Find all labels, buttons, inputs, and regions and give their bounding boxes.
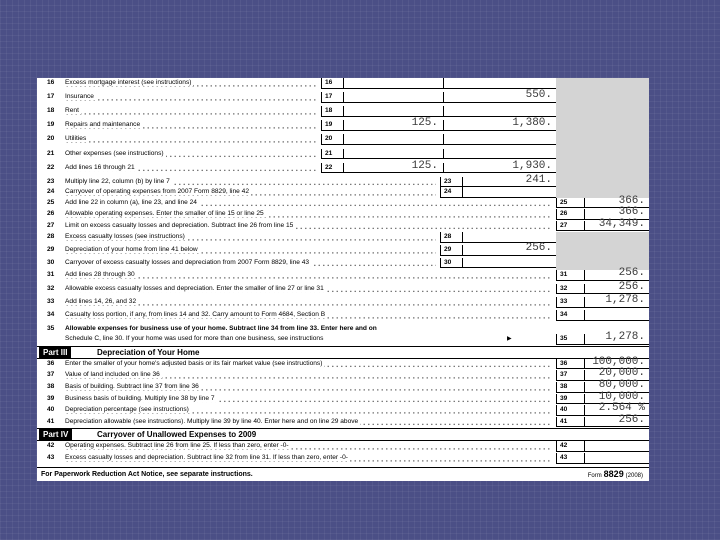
line-number: 21 bbox=[47, 149, 55, 157]
line-description: Multiply line 22, column (b) by line 7 bbox=[65, 177, 436, 188]
form-footer bbox=[37, 467, 649, 481]
line-amount-box-col-a[interactable] bbox=[343, 106, 443, 117]
line-35-amount: 1,278. bbox=[605, 331, 645, 344]
line-number: 40 bbox=[47, 406, 55, 414]
line-amount-box[interactable] bbox=[443, 78, 556, 89]
line-description: Allowable operating expenses. Enter the smaller of line 15 or line 25 bbox=[65, 209, 552, 220]
line-description: Excess mortgage interest (see instructions) bbox=[65, 78, 317, 89]
line-29 bbox=[37, 242, 649, 256]
line-description: Carryover of operating expenses from 2007 Form 8829, line 42 bbox=[65, 187, 436, 198]
line-number: 43 bbox=[47, 454, 55, 461]
line-43 bbox=[37, 453, 649, 464]
line-amount: 366. bbox=[618, 206, 645, 219]
line-36 bbox=[37, 355, 649, 370]
arrow-right-icon: ▶ bbox=[507, 336, 512, 343]
line-35-text-2: Schedule C, line 30. If your home was used for more than one business, see instructions bbox=[65, 335, 324, 343]
line-42 bbox=[37, 441, 649, 452]
line-description: Repairs and maintenance bbox=[65, 120, 317, 131]
line-amount: 1,380. bbox=[512, 117, 552, 130]
line-description: Add line 22 in column (a), line 23, and line 24 bbox=[65, 198, 552, 209]
line-amount-box[interactable] bbox=[443, 134, 556, 145]
line-24 bbox=[37, 187, 649, 198]
part-4-header bbox=[37, 428, 649, 441]
line-box-number: 23 bbox=[440, 177, 462, 188]
line-amount: 241. bbox=[525, 173, 552, 186]
line-41 bbox=[37, 413, 649, 428]
line-number: 39 bbox=[47, 394, 55, 402]
line-box-number: 42 bbox=[556, 441, 584, 452]
line-31 bbox=[37, 267, 649, 281]
line-box-number: 28 bbox=[440, 232, 462, 243]
line-amount-box[interactable] bbox=[584, 280, 649, 295]
line-description: Depreciation percentage (see instructions) bbox=[65, 405, 552, 416]
line-20 bbox=[37, 134, 649, 145]
form-id bbox=[588, 468, 643, 481]
line-amount-box-col-a[interactable] bbox=[343, 134, 443, 145]
form-number: 8829 bbox=[603, 468, 624, 479]
line-description: Add lines 14, 26, and 32 bbox=[65, 297, 552, 308]
line-number: 19 bbox=[47, 121, 55, 129]
line-19 bbox=[37, 117, 649, 131]
line-number: 28 bbox=[47, 233, 55, 241]
line-amount-box[interactable] bbox=[584, 441, 649, 452]
line-description: Casualty loss portion, if any, from lines 14 and 32. Carry amount to Form 4684, Section B bbox=[65, 310, 552, 321]
line-amount-box[interactable] bbox=[462, 173, 556, 188]
line-number: 17 bbox=[47, 93, 55, 101]
line-number: 42 bbox=[47, 442, 55, 450]
line-amount-box-col-a[interactable] bbox=[343, 92, 443, 103]
line-amount: 1,278. bbox=[605, 294, 645, 306]
line-number: 16 bbox=[47, 79, 55, 86]
line-box-number: 38 bbox=[556, 382, 584, 393]
line-number: 32 bbox=[47, 284, 55, 292]
line-amount-box[interactable] bbox=[443, 117, 556, 131]
line-39 bbox=[37, 390, 649, 405]
line-28 bbox=[37, 232, 649, 243]
tax-form-8829 bbox=[37, 78, 649, 481]
line-description: Depreciation of your home from line 41 below bbox=[65, 245, 436, 256]
line-box-number: 32 bbox=[556, 284, 584, 295]
line-box-number: 41 bbox=[556, 417, 584, 428]
line-box-number: 19 bbox=[321, 120, 343, 131]
line-number: 29 bbox=[47, 246, 55, 253]
line-amount-box[interactable] bbox=[462, 242, 556, 256]
line-number: 18 bbox=[47, 107, 55, 115]
line-amount: 550. bbox=[525, 89, 552, 102]
line-25 bbox=[37, 194, 649, 209]
line-box-number: 34 bbox=[556, 310, 584, 321]
line-amount: 2.564 % bbox=[598, 402, 645, 415]
line-number: 36 bbox=[47, 359, 55, 367]
line-17 bbox=[37, 89, 649, 103]
line-number: 25 bbox=[47, 198, 55, 206]
line-amount-box-col-a[interactable] bbox=[343, 159, 443, 174]
line-18 bbox=[37, 106, 649, 117]
line-26 bbox=[37, 206, 649, 220]
line-32 bbox=[37, 280, 649, 295]
part-4-label: Part IV bbox=[39, 429, 72, 440]
line-22 bbox=[37, 159, 649, 174]
line-amount: 20,000. bbox=[598, 367, 645, 380]
line-description: Rent bbox=[65, 106, 317, 117]
line-number: 26 bbox=[47, 210, 55, 218]
line-description: Business basis of building. Multiply line 38 by line 7 bbox=[65, 394, 552, 405]
line-description: Utilities bbox=[65, 134, 317, 145]
line-amount-col-a: 125. bbox=[411, 117, 438, 130]
line-30 bbox=[37, 258, 649, 269]
part-4-title: Carryover of Unallowed Expenses to 2009 bbox=[97, 430, 257, 440]
line-description: Carryover of excess casualty losses and depreciation from 2007 Form 8829, line 43 bbox=[65, 258, 436, 269]
line-amount-box[interactable] bbox=[443, 106, 556, 117]
line-38 bbox=[37, 379, 649, 393]
part-3-label: Part III bbox=[39, 347, 71, 358]
line-amount: 256. bbox=[618, 280, 645, 293]
line-box-number: 30 bbox=[440, 258, 462, 269]
line-amount-box[interactable] bbox=[584, 294, 649, 308]
line-number: 24 bbox=[47, 188, 55, 196]
line-box-number: 37 bbox=[556, 370, 584, 381]
line-amount: 100,000. bbox=[592, 355, 645, 368]
line-number: 20 bbox=[47, 135, 55, 143]
line-amount-box[interactable] bbox=[584, 310, 649, 321]
line-27 bbox=[37, 217, 649, 232]
line-box-number: 25 bbox=[556, 198, 584, 209]
form-year: (2008) bbox=[625, 472, 643, 479]
line-number: 41 bbox=[47, 417, 55, 425]
paperwork-notice: For Paperwork Reduction Act Notice, see separate instructions. bbox=[41, 470, 253, 478]
line-description: Depreciation allowable (see instructions). Multiply line 39 by line 40. Enter here and on line 29 above bbox=[65, 417, 552, 428]
line-number: 37 bbox=[47, 371, 55, 379]
line-35-amount-box[interactable] bbox=[584, 331, 649, 345]
line-amount: 256. bbox=[525, 242, 552, 254]
line-box-number: 17 bbox=[321, 92, 343, 103]
line-amount-box[interactable] bbox=[462, 187, 556, 198]
line-description: Add lines 28 through 30 bbox=[65, 270, 552, 281]
line-amount-box[interactable] bbox=[584, 413, 649, 428]
line-number: 38 bbox=[47, 383, 55, 390]
line-34 bbox=[37, 310, 649, 321]
line-35 bbox=[37, 324, 649, 345]
line-box-number: 43 bbox=[556, 453, 584, 464]
line-description: Enter the smaller of your home's adjusted basis or its fair market value (see instructions) bbox=[65, 359, 552, 370]
line-description: Limit on excess casualty losses and depreciation. Subtract line 26 from line 15 bbox=[65, 221, 552, 232]
line-35-text-1: Allowable expenses for business use of your home. Subtract line 34 from line 33. Enter here and on bbox=[65, 324, 377, 332]
line-box-number: 24 bbox=[440, 187, 462, 198]
line-number: 22 bbox=[47, 163, 55, 171]
line-21 bbox=[37, 149, 649, 160]
line-amount-box-col-a[interactable] bbox=[343, 117, 443, 131]
line-16 bbox=[37, 78, 649, 89]
line-box-number: 33 bbox=[556, 297, 584, 308]
line-amount-box-col-a[interactable] bbox=[343, 78, 443, 89]
line-23 bbox=[37, 173, 649, 188]
line-box-number: 26 bbox=[556, 209, 584, 220]
line-number: 31 bbox=[47, 271, 55, 279]
line-box-number: 31 bbox=[556, 270, 584, 281]
line-box-number: 39 bbox=[556, 394, 584, 405]
line-box-number: 36 bbox=[556, 359, 584, 370]
line-amount: 34,349. bbox=[598, 217, 645, 230]
line-number: 30 bbox=[47, 258, 55, 266]
line-description: Allowable excess casualty losses and depreciation. Enter the smaller of line 27 or line 31 bbox=[65, 284, 552, 295]
line-amount: 80,000. bbox=[598, 379, 645, 391]
line-amount-box[interactable] bbox=[584, 267, 649, 281]
line-amount-box[interactable] bbox=[462, 258, 556, 269]
line-number: 27 bbox=[47, 221, 55, 229]
line-amount: 10,000. bbox=[598, 390, 645, 403]
line-description: Value of land included on line 36 bbox=[65, 370, 552, 381]
line-amount-box-col-a[interactable] bbox=[343, 149, 443, 160]
line-amount: 256. bbox=[618, 267, 645, 280]
line-amount-box[interactable] bbox=[443, 89, 556, 103]
line-amount-box[interactable] bbox=[584, 453, 649, 464]
line-number: 23 bbox=[47, 177, 55, 185]
part-3-title: Depreciation of Your Home bbox=[97, 347, 200, 357]
form-word: Form bbox=[587, 472, 602, 479]
line-box-number: 29 bbox=[440, 245, 462, 256]
line-description: Excess casualty losses and depreciation. Subtract line 32 from line 31. If less than zero, enter -0- bbox=[65, 453, 552, 464]
part-3-header bbox=[37, 346, 649, 359]
line-35-box-number: 35 bbox=[556, 334, 584, 345]
line-description: Other expenses (see instructions) bbox=[65, 149, 317, 160]
line-33 bbox=[37, 294, 649, 308]
line-box-number: 27 bbox=[556, 221, 584, 232]
line-number: 35 bbox=[47, 324, 55, 332]
line-box-number: 22 bbox=[321, 163, 343, 174]
line-description: Operating expenses. Subtract line 26 from line 25. If less than zero, enter -0- bbox=[65, 441, 552, 452]
line-amount: 366. bbox=[618, 194, 645, 207]
line-description: Excess casualty losses (see instructions) bbox=[65, 232, 436, 243]
line-box-number: 16 bbox=[321, 78, 343, 89]
line-amount-box[interactable] bbox=[443, 159, 556, 174]
line-description: Insurance bbox=[65, 92, 317, 103]
line-40 bbox=[37, 402, 649, 416]
line-amount: 1,930. bbox=[512, 159, 552, 172]
line-description: Basis of building. Subtract line 37 from line 36 bbox=[65, 382, 552, 393]
line-box-number: 18 bbox=[321, 106, 343, 117]
line-description: Add lines 16 through 21 bbox=[65, 163, 317, 174]
line-37 bbox=[37, 367, 649, 381]
line-box-number: 40 bbox=[556, 405, 584, 416]
line-number: 34 bbox=[47, 311, 55, 319]
line-amount-box[interactable] bbox=[443, 149, 556, 160]
line-amount: 256. bbox=[618, 413, 645, 426]
line-amount-box[interactable] bbox=[584, 217, 649, 232]
line-number: 33 bbox=[47, 298, 55, 305]
line-box-number: 20 bbox=[321, 134, 343, 145]
line-amount-col-a: 125. bbox=[411, 159, 438, 172]
line-box-number: 21 bbox=[321, 149, 343, 160]
